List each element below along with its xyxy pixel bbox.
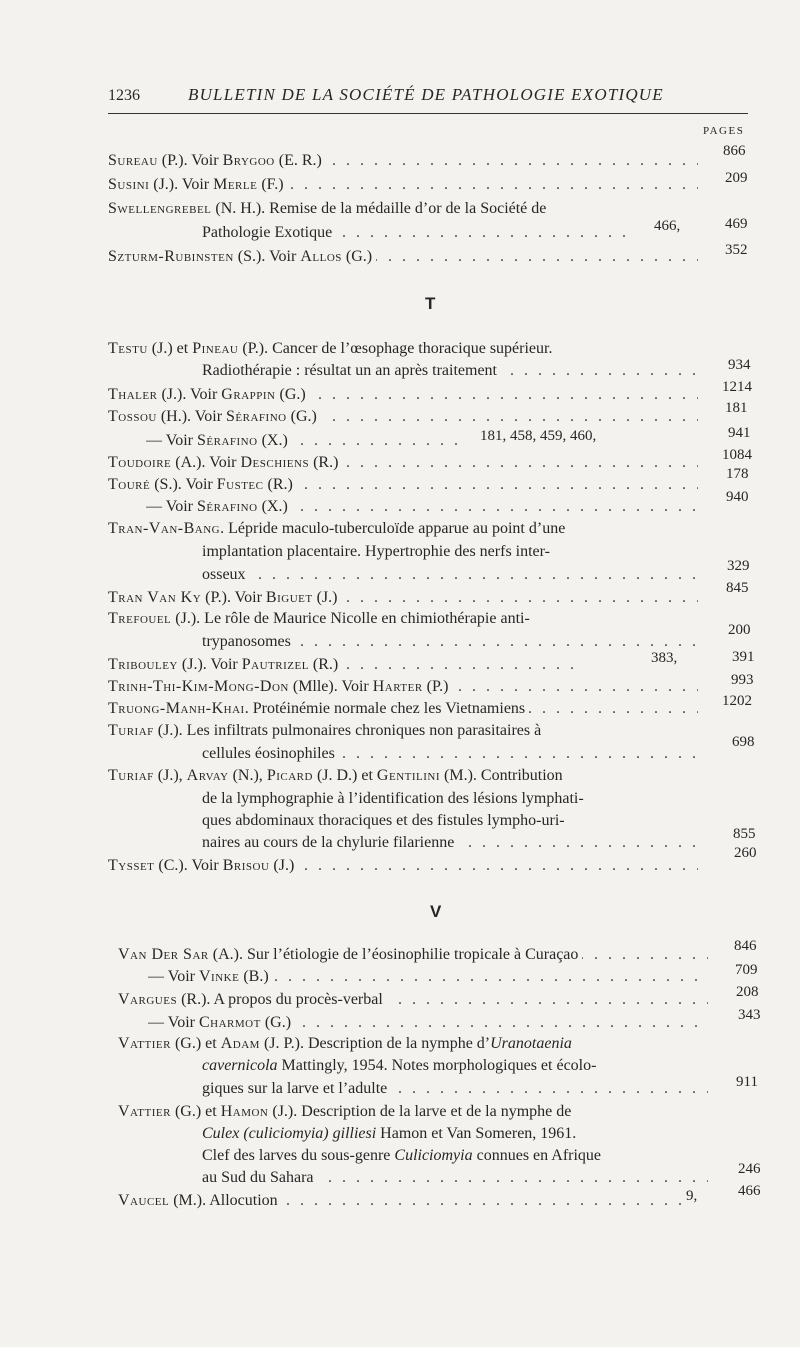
index-entry <box>118 946 708 968</box>
page-ref: 9, <box>686 1188 698 1204</box>
entry-continuation <box>202 362 698 384</box>
entry-text: (G.) <box>286 408 317 425</box>
index-entry <box>118 1035 708 1057</box>
ref-name: Allos <box>300 248 342 265</box>
ref-name: Pineau <box>192 340 239 357</box>
index-entry <box>108 386 698 408</box>
entry-text: (A.). Voir <box>171 454 241 471</box>
repeat-dash: — <box>146 498 162 515</box>
index-entry <box>108 857 698 879</box>
page-ref: 941 <box>728 425 751 441</box>
entry-continuation <box>202 1169 708 1191</box>
entry-continuation <box>202 224 632 246</box>
page-ref: 343 <box>738 1007 761 1023</box>
entry-text: Mattingly, 1954. Notes morphologiques et écolo- <box>277 1057 597 1074</box>
author-name: Trefouel <box>108 610 172 627</box>
ref-name: Picard <box>266 767 313 784</box>
entry-text: (P.). Voir <box>201 589 266 606</box>
entry-text: Hamon et Van Someren, 1961. <box>376 1125 577 1142</box>
entry-text: (J.). Voir <box>157 386 222 403</box>
index-entry <box>108 767 698 789</box>
species-name: Culex (culiciomyia) gilliesi <box>202 1125 377 1142</box>
running-title: BULLETIN DE LA SOCIÉTÉ DE PATHOLOGIE EXOTIQUE <box>188 85 664 104</box>
index-entry <box>108 200 668 222</box>
entry-text: (C.). Voir <box>154 857 223 874</box>
author-name: Sureau <box>108 152 158 169</box>
page-ref: 246 <box>738 1161 761 1177</box>
entry-text: de la lymphographie à l’identification des lésions lymphati- <box>202 790 588 807</box>
entry-text: (J.). Le rôle de Maurice Nicolle en chimiothérapie anti- <box>171 610 530 627</box>
page-ref: 181 <box>725 400 748 416</box>
ref-name: Fustec <box>216 476 264 493</box>
ref-name: Biguet <box>265 589 313 606</box>
index-entry <box>118 1192 688 1214</box>
index-entry <box>146 432 466 454</box>
page-ref: 352 <box>725 242 748 258</box>
entry-text: (G.) et <box>170 1103 221 1120</box>
ref-name: Pautrizel <box>241 656 309 673</box>
ref-name: Harter <box>372 678 423 695</box>
author-name: Testu <box>108 340 148 357</box>
author-name: Turiaf <box>108 722 154 739</box>
entry-text: Radiothérapie : résultat un an après traitement <box>202 362 501 379</box>
entry-text: (X.) <box>257 432 288 449</box>
entry-text: trypanosomes <box>202 633 295 650</box>
entry-continuation <box>202 834 698 856</box>
species-name: cavernicola <box>202 1057 278 1074</box>
entry-continuation <box>202 1057 708 1079</box>
page-ref: 329 <box>727 558 750 574</box>
entry-text: (G.) <box>275 386 306 403</box>
index-entry <box>148 1014 700 1036</box>
entry-text: (J.). Les infiltrats pulmonaires chroniques non parasitaires à <box>153 722 542 739</box>
entry-continuation <box>202 566 698 588</box>
author-name: Toudoire <box>108 454 172 471</box>
entry-text: Clef des larves du sous-genre <box>202 1147 395 1164</box>
page-ref: 181, 458, 459, 460, <box>480 428 597 444</box>
author-name: Vattier <box>118 1103 171 1120</box>
entry-text: (J.) et <box>147 340 193 357</box>
page-ref: 383, <box>651 650 678 666</box>
author-name: Truong-Manh-Khai <box>108 700 245 717</box>
entry-continuation <box>202 790 698 812</box>
entry-text: (N. H.). Remise de la médaille d’or de la Société de <box>211 200 547 217</box>
entry-text: connues en Afrique <box>472 1147 602 1164</box>
author-name: Vattier <box>118 1035 171 1052</box>
index-entry <box>108 520 698 542</box>
page-ref: 200 <box>728 622 751 638</box>
page-ref: 209 <box>725 170 748 186</box>
entry-text: (G.) <box>260 1014 292 1031</box>
entry-text: . Protéinémie normale chez les Vietnamiens <box>244 700 526 717</box>
ref-name: Sérafino <box>196 498 258 515</box>
pages-column-label: PAGES <box>703 125 745 137</box>
ref-name: Sérafino <box>196 432 258 449</box>
page-ref: 1084 <box>722 447 752 463</box>
entry-text: giques sur la larve et l’adulte <box>202 1080 391 1097</box>
ref-name: Deschiens <box>240 454 310 471</box>
page-ref: 178 <box>726 466 749 482</box>
entry-text: cellules éosinophiles <box>202 745 339 762</box>
section-letter: T <box>425 294 436 313</box>
repeat-dash: — <box>148 968 164 985</box>
page-ref: 855 <box>733 826 756 842</box>
author-name: Touré <box>108 476 151 493</box>
author-name: Szturm-Rubinsten <box>108 248 234 265</box>
ref-name: Brygoo <box>222 152 275 169</box>
entry-text: (P.). Voir <box>157 152 223 169</box>
page-ref: 846 <box>734 938 757 954</box>
entry-continuation <box>202 1125 708 1147</box>
page-ref: 934 <box>728 357 751 373</box>
entry-text: (S.). Voir <box>150 476 217 493</box>
ref-name: Vinke <box>198 968 240 985</box>
author-name: Susini <box>108 176 150 193</box>
entry-text: Pathologie Exotique <box>202 224 336 241</box>
author-name: Vaucel <box>118 1192 170 1209</box>
entry-continuation <box>202 812 698 834</box>
entry-text: au Sud du Sahara <box>202 1169 318 1186</box>
entry-text: Voir <box>162 498 197 515</box>
page-ref: 1202 <box>722 693 752 709</box>
entry-text: (R.). A propos du procès-verbal <box>177 991 383 1008</box>
entry-text: osseux <box>202 566 250 583</box>
ref-name: Merle <box>213 176 258 193</box>
entry-text: (J.). Voir <box>177 656 242 673</box>
species-name: Culiciomyia <box>394 1147 473 1164</box>
index-entry <box>108 589 698 611</box>
author-name: Tran-Van-Bang <box>108 520 221 537</box>
entry-text: implantation placentaire. Hypertrophie des nerfs inter- <box>202 543 554 560</box>
entry-text: Voir <box>162 432 197 449</box>
author-name: Turiaf <box>108 767 154 784</box>
entry-text: (P.) <box>422 678 449 695</box>
entry-text: Voir <box>164 1014 199 1031</box>
entry-text: (M.). Allocution <box>169 1192 278 1209</box>
entry-text: (R.) <box>308 656 339 673</box>
page-ref: 866 <box>723 143 746 159</box>
page-ref: 466 <box>738 1183 761 1199</box>
ref-name: Charmot <box>198 1014 261 1031</box>
entry-text: (E. R.) <box>274 152 322 169</box>
entry-continuation <box>202 633 698 655</box>
entry-text: (J.), <box>153 767 187 784</box>
species-name: Uranotaenia <box>490 1035 572 1052</box>
entry-text: (J. P.). Description de la nymphe d’ <box>259 1035 491 1052</box>
ref-name: Arvay <box>186 767 229 784</box>
page-ref: 1214 <box>722 379 752 395</box>
page-ref: 698 <box>732 734 755 750</box>
entry-text: Voir <box>164 968 199 985</box>
author-name: Van Der Sar <box>118 946 209 963</box>
page-ref: 993 <box>731 672 754 688</box>
header-rule <box>108 113 748 114</box>
ref-name: Sérafino <box>226 408 287 425</box>
repeat-dash: — <box>146 432 162 449</box>
entry-text: ques abdominaux thoraciques et des fistules lympho-uri- <box>202 812 569 829</box>
page-header <box>108 85 748 111</box>
index-entry <box>118 991 708 1013</box>
ref-name: Brisou <box>222 857 270 874</box>
entry-text: (J.) <box>312 589 338 606</box>
entry-text: (P.). Cancer de l’œsophage thoracique supérieur. <box>238 340 553 357</box>
page-ref: 466, <box>654 218 681 234</box>
entry-text: (A.). Sur l’étiologie de l’éosinophilie tropicale à Curaçao <box>208 946 579 963</box>
author-name: Tribouley <box>108 656 178 673</box>
entry-continuation <box>202 1080 708 1102</box>
page-ref: 940 <box>726 489 749 505</box>
author-name: Tysset <box>108 857 155 874</box>
author-name: Swellengrebel <box>108 200 212 217</box>
entry-text: (Mlle). Voir <box>288 678 373 695</box>
index-entry <box>108 176 698 198</box>
entry-text: (H.). Voir <box>156 408 227 425</box>
ref-name: Grappin <box>221 386 276 403</box>
index-entry <box>146 498 698 520</box>
entry-text: (J.). Description de la larve et de la nymphe de <box>268 1103 572 1120</box>
entry-text: . Lépride maculo-tuberculoïde apparue au point d’une <box>220 520 566 537</box>
author-name: Vargues <box>118 991 178 1008</box>
page-ref: 391 <box>732 649 755 665</box>
entry-continuation <box>202 543 698 565</box>
author-name: Trinh-Thi-Kim-Mong-Don <box>108 678 289 695</box>
entry-text: (R.) <box>263 476 293 493</box>
author-name: Tossou <box>108 408 157 425</box>
entry-text: (S.). Voir <box>233 248 301 265</box>
entry-text: (F.) <box>257 176 284 193</box>
author-name: Tran Van Ky <box>108 589 202 606</box>
index-entry <box>108 678 698 700</box>
entry-text: (R.) <box>309 454 339 471</box>
index-entry <box>118 1103 708 1125</box>
entry-text: (G.) <box>341 248 373 265</box>
ref-name: Hamon <box>220 1103 269 1120</box>
index-entry <box>108 340 698 362</box>
page-ref: 260 <box>734 845 757 861</box>
index-entry <box>108 476 698 498</box>
index-entry <box>148 968 700 990</box>
index-entry <box>108 454 698 476</box>
index-entry <box>108 408 698 430</box>
index-entry <box>108 700 698 722</box>
page-number: 1236 <box>108 87 140 104</box>
entry-text: (X.) <box>257 498 288 515</box>
entry-continuation <box>202 745 698 767</box>
index-entry <box>108 248 698 270</box>
section-letter: V <box>430 902 442 921</box>
entry-text: (M.). Contribution <box>440 767 563 784</box>
page-ref: 709 <box>735 962 758 978</box>
index-entry <box>108 152 698 174</box>
entry-text: (B.) <box>239 968 269 985</box>
repeat-dash: — <box>148 1014 164 1031</box>
entry-text: naires au cours de la chylurie filarienne <box>202 834 458 851</box>
index-entry <box>108 610 698 632</box>
index-entry <box>108 656 578 678</box>
entry-text: (J. D.) et <box>312 767 377 784</box>
entry-text: (J.). Voir <box>149 176 214 193</box>
page-ref: 469 <box>725 216 748 232</box>
page-ref: 911 <box>736 1074 758 1090</box>
entry-text: (N.), <box>228 767 267 784</box>
page-ref: 208 <box>736 984 759 1000</box>
author-name: Thaler <box>108 386 158 403</box>
ref-name: Gentilini <box>376 767 441 784</box>
page-ref: 845 <box>726 580 749 596</box>
entry-text: (J.) <box>269 857 295 874</box>
ref-name: Adam <box>220 1035 260 1052</box>
entry-text: (G.) et <box>170 1035 221 1052</box>
entry-continuation <box>202 1147 708 1169</box>
index-entry <box>108 722 698 744</box>
